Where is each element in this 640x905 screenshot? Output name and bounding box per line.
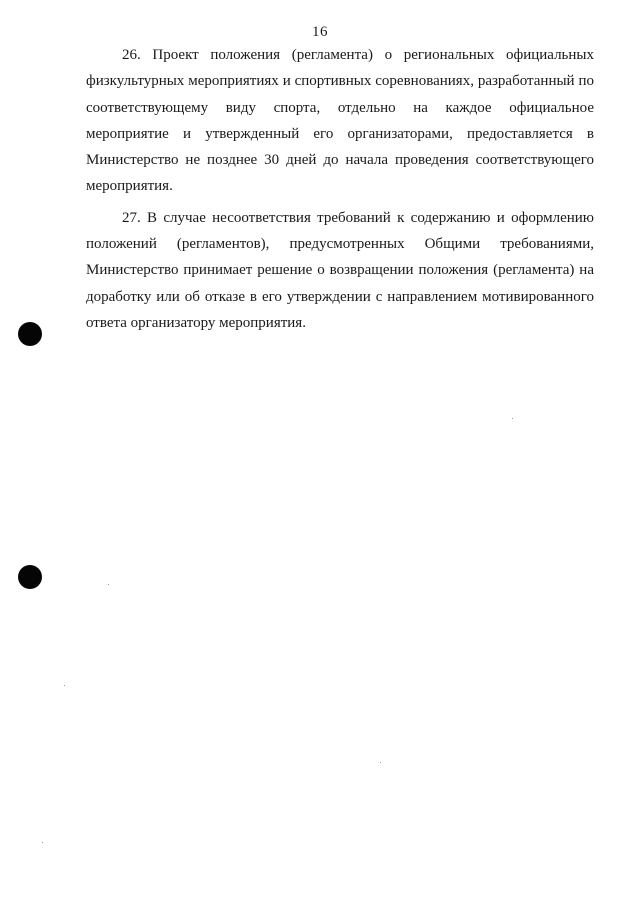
scan-speck <box>64 685 65 686</box>
paragraph-27: 27. В случае несоответствия требований к содержанию и оформлению положений (регламентов), предусмотренных Общими требованиями, Министерство принимает решение о возвращении положения (регламента) на доработку или об отказе в его утверждении с направлением мотивированного ответа организатору мероприятия. <box>86 209 594 331</box>
punch-hole-mark <box>18 322 42 346</box>
scan-speck <box>512 418 513 419</box>
paragraph-26: 26. Проект положения (регламента) о региональных официальных физкультурных мероприятиях и спортивных соревнованиях, разработанный по соответствующему виду спорта, отдельно на каждое официальное мероприятие и утвержденный его организаторами, предоставляется в Министерство не позднее 30 дней до начала проведения соответствующего мероприятия. <box>86 47 594 195</box>
scan-speck <box>42 842 43 843</box>
scan-speck <box>380 762 381 763</box>
punch-hole-mark <box>18 565 42 589</box>
page-number: 16 <box>312 24 328 40</box>
scan-speck <box>108 584 109 585</box>
document-body <box>86 42 594 341</box>
